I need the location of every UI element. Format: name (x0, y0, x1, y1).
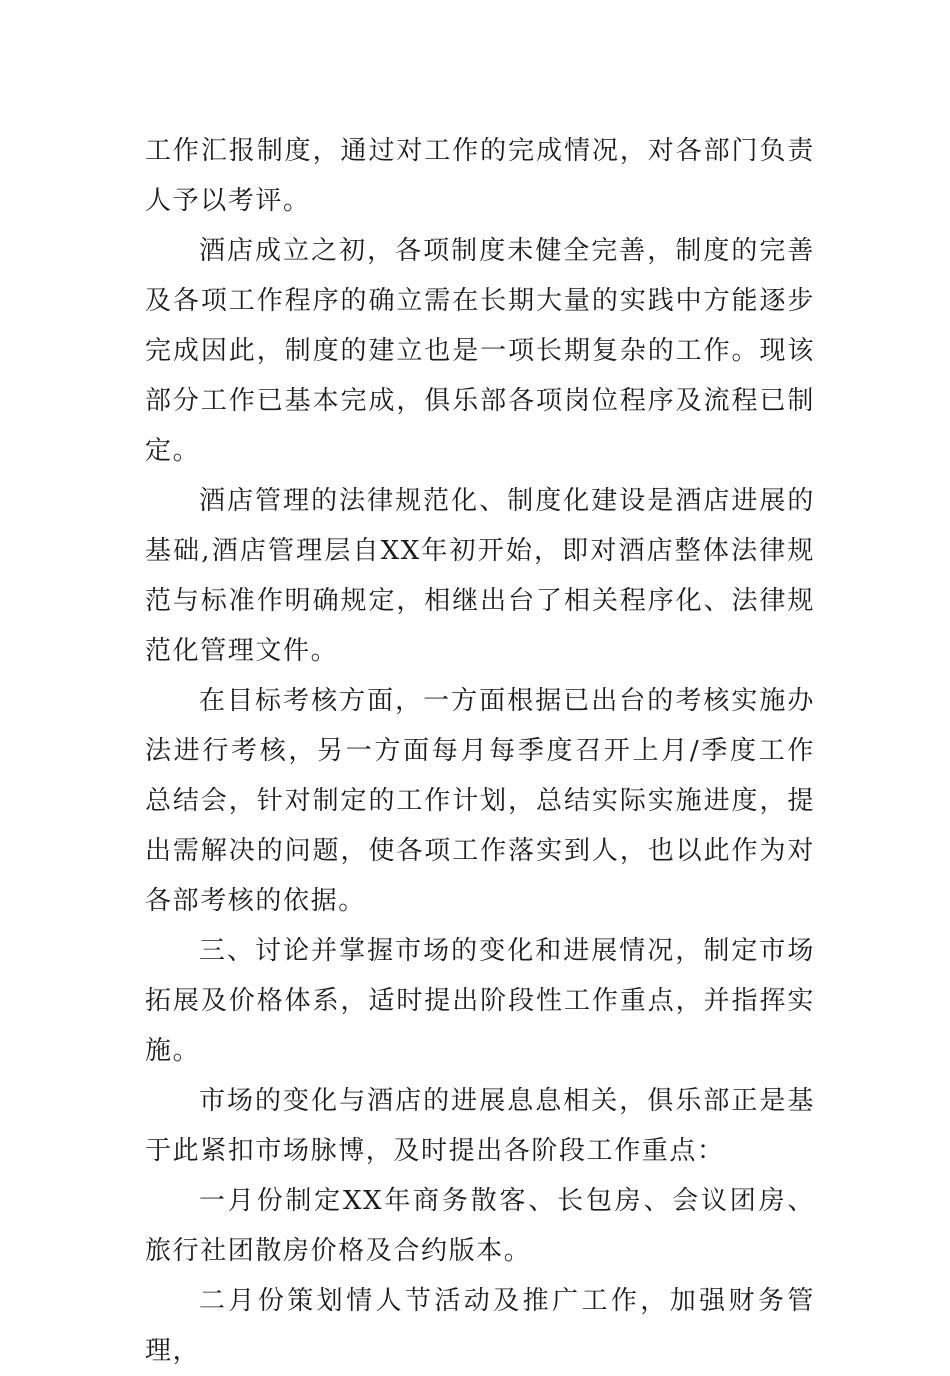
document-body (145, 126, 815, 1376)
paragraph-6: 市场的变化与酒店的进展息息相关，俱乐部正是基于此紧扣市场脉博，及时提出各阶段工作重点： (145, 1086, 815, 1166)
paragraph-1: 工作汇报制度，通过对工作的完成情况，对各部门负责人予以考评。 (145, 136, 815, 216)
paragraph-3: 酒店管理的法律规范化、制度化建设是酒店进展的基础,酒店管理层自XX年初开始，即对酒店整体法律规范与标准作明确规定，相继出台了相关程序化、法律规范化管理文件。 (145, 486, 815, 666)
paragraph-2: 酒店成立之初，各项制度未健全完善，制度的完善及各项工作程序的确立需在长期大量的实践中方能逐步完成因此，制度的建立也是一项长期复杂的工作。现该部分工作已基本完成，俱乐部各项岗位程序及流程已制定。 (145, 236, 815, 466)
paragraph-8: 二月份策划情人节活动及推广工作，加强财务管理， (145, 1286, 815, 1366)
paragraph-7: 一月份制定XX年商务散客、长包房、会议团房、旅行社团散房价格及合约版本。 (145, 1186, 815, 1266)
paragraph-5: 三、讨论并掌握市场的变化和进展情况，制定市场拓展及价格体系，适时提出阶段性工作重点，并指挥实施。 (145, 936, 815, 1066)
paragraph-4: 在目标考核方面，一方面根据已出台的考核实施办法进行考核，另一方面每月每季度召开上月/季度工作总结会，针对制定的工作计划，总结实际实施进度，提出需解决的问题，使各项工作落实到人，也以此作为对各部考核的依据。 (145, 686, 815, 916)
